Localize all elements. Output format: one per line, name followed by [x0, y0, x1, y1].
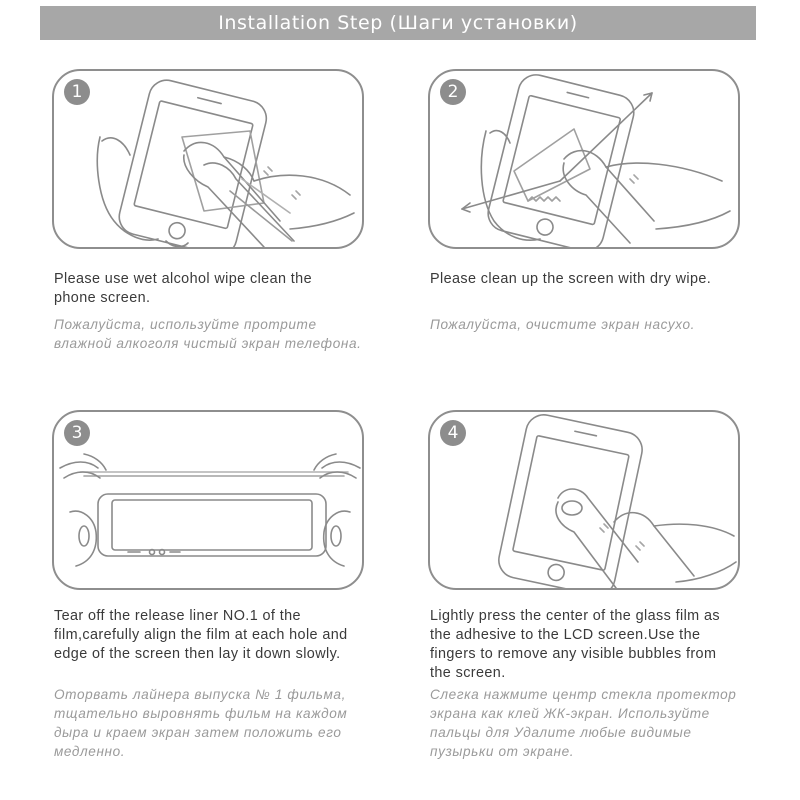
hands-aligning-film-icon [54, 412, 364, 590]
step-4-text-en: Lightly press the center of the glass film as the adhesive to the LCD screen.Use the fingers to remove any visible bubbles from the screen. [430, 608, 720, 681]
step-2-number-badge: 2 [440, 79, 466, 105]
header-banner [40, 6, 756, 40]
step-1-text-en: Please use wet alcohol wipe clean the phone screen. [54, 271, 312, 306]
step-3-number-badge: 3 [64, 420, 90, 446]
step-4-text-ru: Слегка нажмите центр стекла протектор экрана как клей ЖК-экран. Используйте пальцы для Удалите любые видимые пузырьки от экране. [430, 687, 737, 759]
step-4-number-badge: 4 [440, 420, 466, 446]
hand-dry-wipe-phone-icon [430, 71, 740, 249]
page-title: Installation Step (Шаги установки) [218, 12, 578, 34]
hand-wiping-phone-icon [54, 71, 364, 249]
step-1-text-ru: Пожалуйста, используйте протрите влажной алкоголя чистый экран телефона. [54, 317, 362, 351]
step-2-text-ru: Пожалуйста, очистите экран насухо. [430, 317, 696, 332]
step-2-panel [428, 69, 740, 249]
step-1-panel [52, 69, 364, 249]
step-2-text-en: Please clean up the screen with dry wipe. [430, 271, 712, 287]
finger-pressing-screen-icon [430, 412, 740, 590]
step-3-panel [52, 410, 364, 590]
step-4-panel [428, 410, 740, 590]
step-3-text-en: Tear off the release liner NO.1 of the film,carefully align the film at each hole and edge of the screen then lay it down slowly. [54, 608, 348, 662]
step-3-text-ru: Оторвать лайнера выпуска № 1 фильма, тщательно выровнять фильм на каждом дыра и краем экран затем положить его медленно. [54, 687, 348, 759]
step-1-number-badge: 1 [64, 79, 90, 105]
